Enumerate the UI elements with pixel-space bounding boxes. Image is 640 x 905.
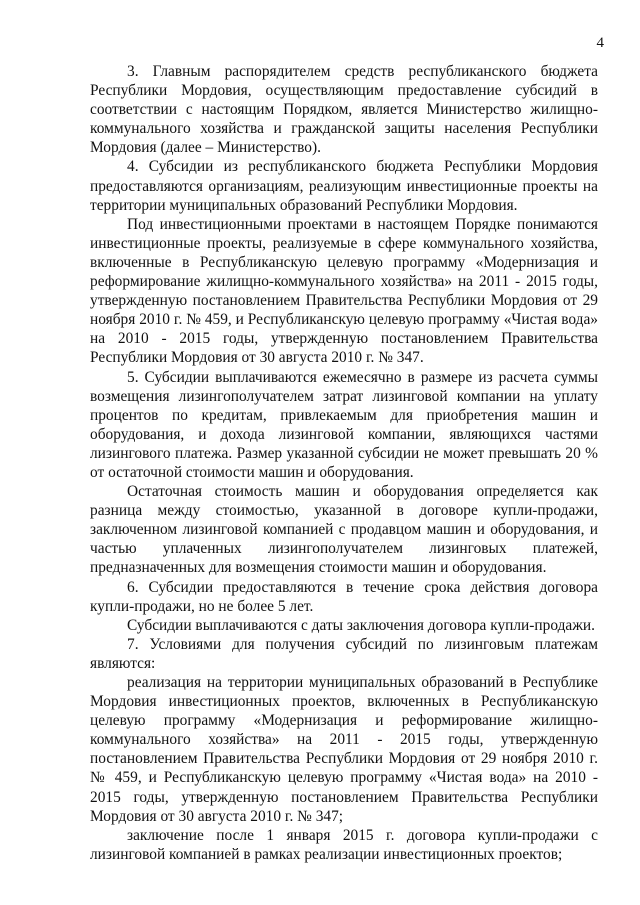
page-number: 4 <box>596 35 604 51</box>
paragraph-condition-implementation: реализация на территории муниципальных образований в Республике Мордовия инвестиционных проектов, включенных в Республиканскую целевую программу «Модернизация и реформирование жилищно-коммунального хозяйства» на 2011 - 2015 годы, утвержденную постановлением Правительства Республики Мордовия от 29 ноября 2010 г. № 459, и Республиканскую целевую программу «Чистая вода» на 2010 - 2015 годы, утвержденную постановлением Правительства Республики Мордовия от 30 августа 2010 г. № 347; <box>90 674 598 825</box>
paragraph-condition-contract: заключение после 1 января 2015 г. договора купли-продажи с лизинговой компанией в рамках реализации инвестиционных проектов; <box>90 826 598 863</box>
paragraph-item-7-conditions: 7. Условиями для получения субсидий по лизинговым платежам являются: <box>90 635 598 672</box>
document-body <box>90 62 598 864</box>
paragraph-payment-start: Субсидии выплачиваются с даты заключения договора купли-продажи. <box>127 616 595 634</box>
paragraph-item-5-payment-size: 5. Субсидии выплачиваются ежемесячно в размере из расчета суммы возмещения лизингополучателем затрат лизинговой компании на уплату процентов по кредитам, привлекаемым для приобретения машин и оборудования, и дохода лизинговой компании, являющихся частями лизингового платежа. Размер указанной субсидии не может превышать 20 % от остаточной стоимости машин и оборудования. <box>90 368 598 481</box>
paragraph-investment-projects-definition: Под инвестиционными проектами в настоящем Порядке понимаются инвестиционные проекты, реализуемые в сфере коммунального хозяйства, включенные в Республиканскую целевую программу «Модернизация и реформирование жилищно-коммунального хозяйства» на 2011 - 2015 годы, утвержденную постановлением Правительства Республики Мордовия от 29 ноября 2010 г. № 459, и Республиканскую целевую программу «Чистая вода» на 2010 - 2015 годы, утвержденную постановлением Правительства Республики Мордовия от 30 августа 2010 г. № 347. <box>90 215 598 367</box>
paragraph-item-4-subsidies-recipients: 4. Субсидии из республиканского бюджета Республики Мордовия предоставляются организациям, реализующим инвестиционные проекты на территории муниципальных образований Республики Мордовия. <box>90 158 598 214</box>
paragraph-residual-value: Остаточная стоимость машин и оборудования определяется как разница между стоимостью, указанной в договоре купли-продажи, заключенном лизинговой компанией с продавцом машин и оборудования, и частью уплаченных лизингополучателем лизинговых платежей, предназначенных для возмещения стоимости машин и оборудования. <box>90 483 598 577</box>
paragraph-item-6-duration: 6. Субсидии предоставляются в течение срока действия договора купли-продажи, но не более 5 лет. <box>90 578 598 615</box>
paragraph-item-3-chief-administrator: 3. Главным распорядителем средств республиканского бюджета Республики Мордовия, осуществляющим предоставление субсидий в соответствии с настоящим Порядком, является Министерство жилищно-коммунального хозяйства и гражданской защиты населения Республики Мордовия (далее – Министерство). <box>90 63 598 157</box>
